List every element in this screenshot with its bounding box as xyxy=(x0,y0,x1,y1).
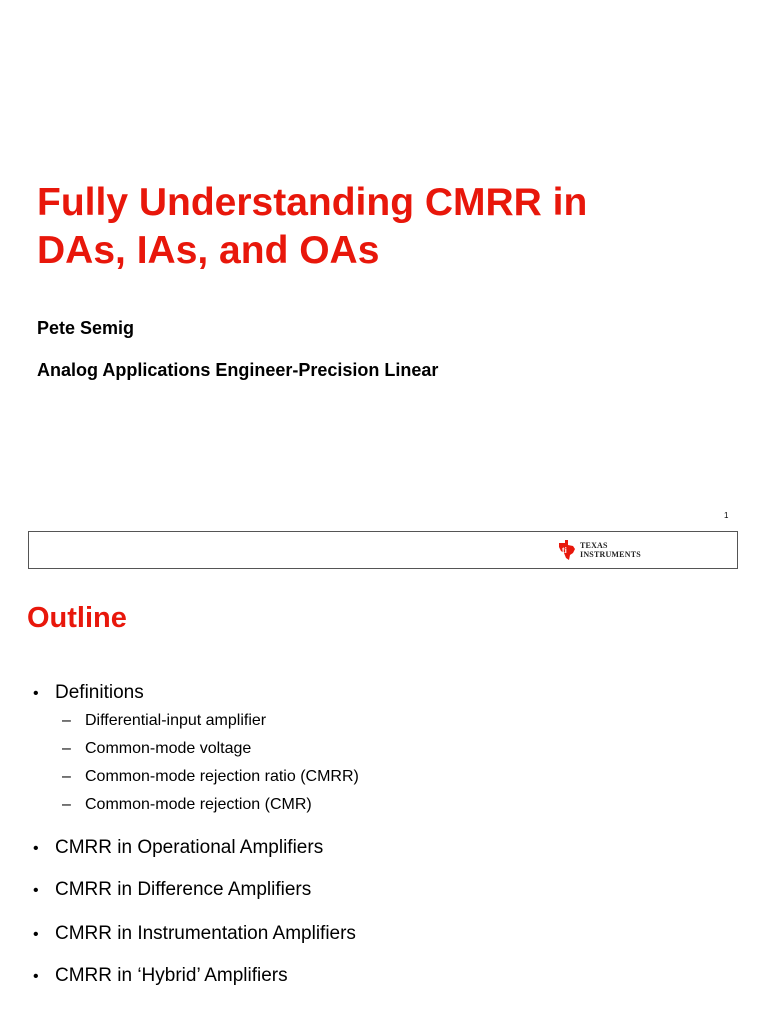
bullet-operational xyxy=(33,837,323,859)
logo-line-1: TEXAS xyxy=(580,541,608,550)
subitem-text: Differential-input amplifier xyxy=(85,712,267,729)
bullet-hybrid xyxy=(33,965,288,987)
logo-wordmark xyxy=(580,541,641,559)
subitem xyxy=(62,768,359,786)
bullet-glyph: • xyxy=(33,840,39,857)
bullet-text: CMRR in Instrumentation Amplifiers xyxy=(55,923,356,944)
bullet-text: CMRR in Operational Amplifiers xyxy=(55,837,324,858)
subitem xyxy=(62,796,312,814)
dash-glyph: – xyxy=(62,796,71,813)
bullet-glyph: • xyxy=(33,882,39,899)
slide-footer xyxy=(28,531,738,569)
slide-title xyxy=(37,179,737,275)
bullet-text: CMRR in Difference Amplifiers xyxy=(55,879,312,900)
ti-logo xyxy=(557,539,641,561)
dash-glyph: – xyxy=(62,768,71,785)
dash-glyph: – xyxy=(62,740,71,757)
subitem-text: Common-mode voltage xyxy=(85,740,252,757)
subitem-text: Common-mode rejection ratio (CMRR) xyxy=(85,768,359,785)
texas-state-logo-icon xyxy=(557,539,577,561)
bullet-text: Definitions xyxy=(55,682,144,703)
bullet-glyph: • xyxy=(33,968,39,985)
logo-line-2: INSTRUMENTS xyxy=(580,550,641,559)
title-line-1: Fully Understanding CMRR in xyxy=(37,181,588,224)
svg-text:ti: ti xyxy=(562,546,567,555)
subitem xyxy=(62,712,266,730)
author-name: Pete Semig xyxy=(37,318,135,338)
bullet-difference xyxy=(33,879,311,901)
subitem xyxy=(62,740,251,758)
subitem-text: Common-mode rejection (CMR) xyxy=(85,796,312,813)
bullet-definitions xyxy=(33,682,144,704)
bullet-instrumentation xyxy=(33,923,356,945)
bullet-text: CMRR in ‘Hybrid’ Amplifiers xyxy=(55,965,288,986)
dash-glyph: – xyxy=(62,712,71,729)
bullet-glyph: • xyxy=(33,685,39,702)
author-role: Analog Applications Engineer-Precision Linear xyxy=(37,360,439,380)
bullet-glyph: • xyxy=(33,926,39,943)
outline-title: Outline xyxy=(27,602,127,634)
page-number: 1 xyxy=(724,511,729,520)
title-line-2: DAs, IAs, and OAs xyxy=(37,229,380,272)
